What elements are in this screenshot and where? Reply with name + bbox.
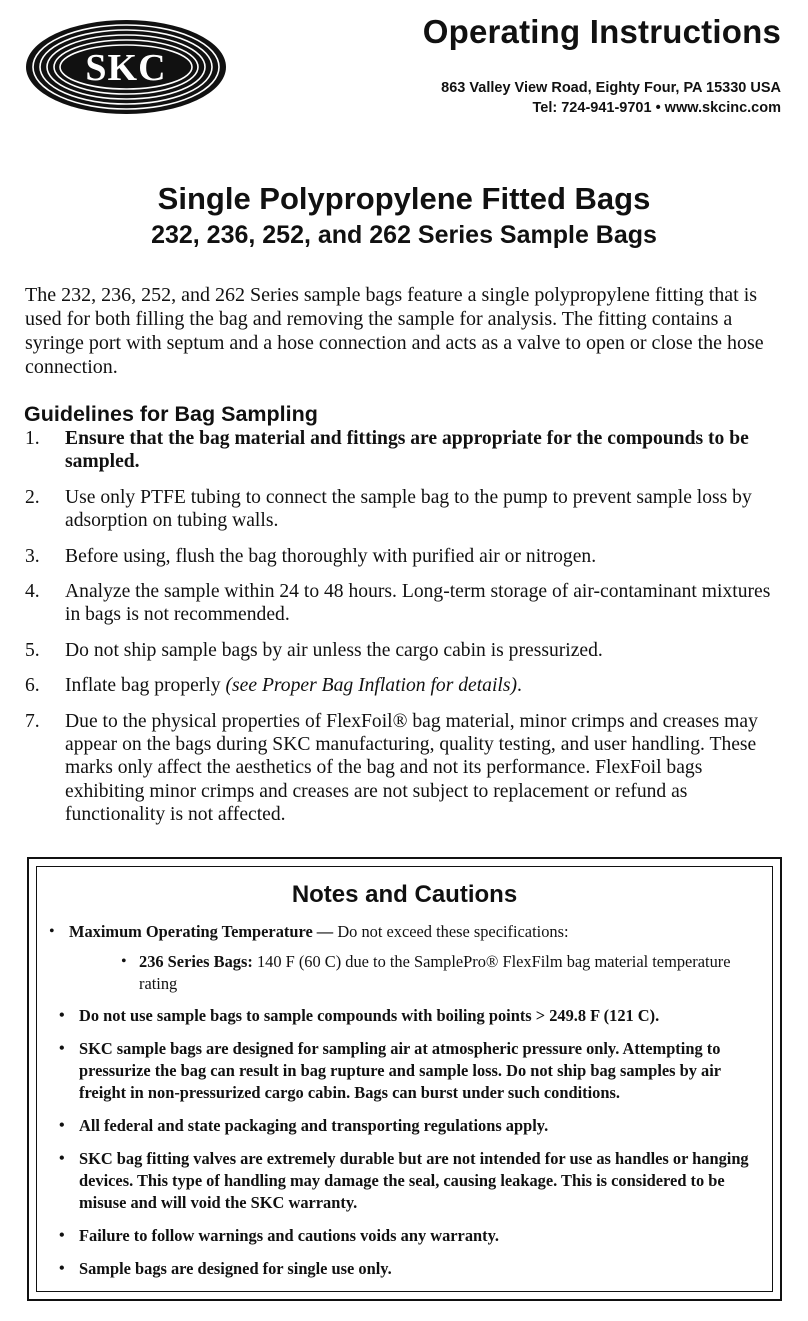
bullet-icon: • bbox=[59, 1227, 65, 1244]
header bbox=[423, 12, 781, 118]
note-subitem bbox=[37, 951, 764, 995]
guideline-item bbox=[25, 545, 785, 568]
guideline-item bbox=[25, 710, 785, 827]
guideline-number: 3. bbox=[25, 545, 40, 567]
guideline-item bbox=[25, 639, 785, 662]
header-address: 863 Valley View Road, Eighty Four, PA 15330 USA bbox=[441, 80, 781, 96]
guideline-text: Ensure that the bag material and fittings are appropriate for the compounds to be sampled. bbox=[65, 428, 749, 473]
guideline-end: . bbox=[517, 675, 522, 697]
note-item bbox=[37, 1038, 764, 1104]
guideline-number: 2. bbox=[25, 486, 40, 508]
guideline-text: Inflate bag properly bbox=[65, 675, 221, 697]
bullet-icon: • bbox=[59, 1260, 65, 1277]
notes-inner-border bbox=[36, 866, 773, 1292]
bullet-icon: • bbox=[121, 953, 127, 970]
bullet-icon: • bbox=[59, 1040, 65, 1057]
bullet-icon: • bbox=[59, 1007, 65, 1024]
guideline-number: 1. bbox=[25, 428, 40, 449]
guidelines-heading: Guidelines for Bag Sampling bbox=[24, 402, 318, 426]
note-item bbox=[37, 1225, 764, 1247]
note-text: Failure to follow warnings and cautions voids any warranty. bbox=[79, 1226, 499, 1245]
guideline-number: 4. bbox=[25, 581, 40, 603]
bullet-icon: • bbox=[59, 1150, 65, 1167]
note-item bbox=[37, 1115, 764, 1137]
note-text: SKC sample bags are designed for sampling air at atmospheric pressure only. Attempting to pressurize the bag can result in bag rupture and sample loss. Do not ship bag samples by air freight in non-pressurized cargo cabin. Bags can burst under such conditions. bbox=[79, 1039, 721, 1102]
note-text: Do not use sample bags to sample compounds with boiling points > 249.8 F (121 C). bbox=[79, 1006, 660, 1025]
guideline-text: Use only PTFE tubing to connect the sample bag to the pump to prevent sample loss by adsorption on tubing walls. bbox=[65, 486, 752, 532]
intro-paragraph: The 232, 236, 252, and 262 Series sample bags feature a single polypropylene fitting that is used for both filling the bag and removing the sample for analysis. The fitting contains a syringe port with septum and a hose connection and acts as a valve to open or close the hose connection. bbox=[25, 284, 764, 378]
guideline-item bbox=[25, 486, 785, 533]
document-subtitle: 232, 236, 252, and 262 Series Sample Bags bbox=[151, 221, 657, 249]
header-title: Operating Instructions bbox=[422, 13, 781, 50]
note-text: SKC bag fitting valves are extremely durable but are not intended for use as handles or hanging devices. This type of handling may damage the seal, causing leakage. This is considered to be misuse and will void the SKC warranty. bbox=[79, 1149, 749, 1212]
guideline-item bbox=[25, 427, 785, 474]
guideline-number: 5. bbox=[25, 639, 40, 661]
document-title-block bbox=[0, 180, 808, 252]
note-item bbox=[37, 1148, 764, 1214]
guideline-text: Do not ship sample bags by air unless the cargo cabin is pressurized. bbox=[65, 639, 603, 661]
bullet-icon: • bbox=[59, 1117, 65, 1134]
guideline-text: Before using, flush the bag thoroughly with purified air or nitrogen. bbox=[65, 545, 597, 567]
sub-text: 140 F (60 C) due to the SamplePro® FlexFilm bag material temperature rating bbox=[139, 952, 731, 993]
skc-logo bbox=[24, 18, 228, 116]
notes-list bbox=[37, 921, 764, 1280]
max-temp-text: Do not exceed these specifications: bbox=[337, 922, 569, 941]
notes-title: Notes and Cautions bbox=[291, 881, 518, 908]
bullet-icon: • bbox=[49, 923, 55, 940]
document-title: Single Polypropylene Fitted Bags bbox=[157, 181, 651, 216]
note-item bbox=[37, 1258, 764, 1280]
note-item bbox=[37, 1005, 764, 1027]
guideline-item bbox=[25, 674, 785, 697]
sub-label: 236 Series Bags: bbox=[139, 952, 253, 971]
notes-cautions-box bbox=[27, 857, 782, 1301]
max-temp-label: Maximum Operating Temperature — bbox=[69, 922, 334, 941]
header-contact: Tel: 724-941-9701 • www.skcinc.com bbox=[532, 100, 781, 116]
guideline-text: Due to the physical properties of FlexFoil® bag material, minor crimps and creases may appear on the bags during SKC manufacturing, quality testing, and user handling. These marks only affect the aesthetics of the bag and not its performance. FlexFoil bags exhibiting minor crimps and creases are not subject to replacement or refund as functionality is not affected. bbox=[65, 710, 758, 826]
guideline-number: 6. bbox=[25, 675, 40, 697]
guideline-item bbox=[25, 580, 785, 627]
logo-text: SKC bbox=[85, 47, 167, 89]
note-text: All federal and state packaging and transporting regulations apply. bbox=[79, 1116, 549, 1135]
note-item bbox=[37, 921, 764, 943]
guidelines-list bbox=[25, 427, 785, 827]
guideline-number: 7. bbox=[25, 710, 40, 732]
note-text: Sample bags are designed for single use only. bbox=[79, 1259, 392, 1278]
guideline-reference: (see Proper Bag Inflation for details) bbox=[225, 675, 518, 697]
guideline-text: Analyze the sample within 24 to 48 hours. Long-term storage of air-contaminant mixtures in bags is not recommended. bbox=[65, 581, 771, 626]
